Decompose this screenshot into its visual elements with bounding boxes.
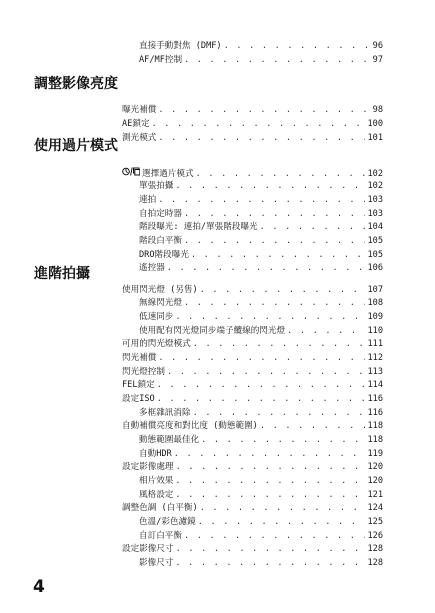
toc-entry-title: 閃光燈控制	[122, 367, 165, 377]
toc-entry-title: 多框雜訊消除	[139, 408, 191, 418]
toc-entry[interactable]	[139, 298, 383, 309]
toc-leader-dots	[191, 250, 366, 261]
toc-leader-dots	[158, 133, 365, 144]
toc-leader-dots	[184, 209, 365, 220]
toc-entry-page: 128	[367, 544, 383, 554]
toc-entry-title: 曝光補償	[122, 105, 157, 115]
toc-entry[interactable]	[139, 476, 383, 487]
toc-entry-title: 設定影像尺寸	[122, 544, 174, 554]
toc-leader-dots	[176, 462, 366, 473]
toc-entry-page: 118	[367, 421, 383, 431]
toc-leader-dots	[158, 195, 365, 206]
toc-entry-page: 97	[372, 55, 383, 65]
toc-entry-page: 125	[367, 517, 383, 527]
toc-entry[interactable]	[139, 222, 383, 233]
toc-leader-dots	[260, 222, 366, 233]
toc-entry-page: 114	[367, 380, 383, 390]
toc-entry[interactable]	[139, 236, 383, 247]
toc-entry-title: FEL鎖定	[122, 380, 155, 390]
toc-leader-dots	[224, 41, 371, 52]
toc-leader-dots	[174, 449, 366, 460]
toc-entry[interactable]	[139, 490, 383, 501]
toc-entry[interactable]	[122, 167, 383, 180]
toc-entry-title: 風格設定	[139, 490, 174, 500]
toc-entry[interactable]	[139, 435, 383, 446]
toc-entry-title: 直接手動對焦 (DMF)	[139, 41, 222, 51]
toc-entry-title: 可用的閃光燈模式	[122, 339, 191, 349]
toc-entry[interactable]	[139, 209, 383, 220]
toc-entry-page: 121	[367, 490, 383, 500]
toc-entry-page: 105	[367, 250, 383, 260]
toc-entry[interactable]	[139, 195, 383, 206]
toc-entry-title: 自動HDR	[139, 449, 172, 459]
toc-leader-dots	[184, 531, 365, 542]
toc-entry[interactable]	[122, 544, 383, 555]
toc-leader-dots	[184, 298, 365, 309]
toc-entry-title: 自訂白平衡	[139, 531, 182, 541]
toc-leader-dots	[175, 558, 365, 569]
toc-leader-dots	[157, 380, 366, 391]
toc-leader-dots	[167, 263, 366, 274]
toc-entry-title: 單張拍攝	[139, 181, 174, 191]
toc-leader-dots	[200, 503, 366, 514]
toc-entry-title: 自動補償亮度和對比度 (動態範圍)	[122, 421, 258, 431]
toc-entry[interactable]	[122, 285, 383, 296]
toc-entry-title: 動態範圍最佳化	[139, 435, 200, 445]
toc-entry-page: 96	[372, 41, 383, 51]
toc-entry-page: 98	[372, 105, 383, 115]
toc-entry-page: 118	[367, 435, 383, 445]
toc-entry-page: 102	[367, 181, 383, 191]
toc-entry-title	[122, 167, 194, 180]
toc-entry-title: 使用配有閃光燈同步端子纜線的閃光燈	[139, 326, 286, 336]
section-heading: 進階拍攝	[34, 266, 90, 282]
toc-leader-dots	[200, 285, 366, 296]
toc-entry[interactable]	[122, 421, 383, 432]
toc-leader-dots	[175, 476, 365, 487]
self-timer-continuous-icon	[122, 167, 140, 176]
section-heading: 調整影像亮度	[34, 76, 118, 92]
toc-entry-title: 影像尺寸	[139, 558, 174, 568]
toc-entry-page: 128	[367, 558, 383, 568]
toc-entry-page: 100	[367, 119, 383, 129]
toc-leader-dots	[260, 421, 366, 432]
toc-entry[interactable]	[139, 41, 383, 52]
toc-entry-title: AE鎖定	[122, 119, 150, 129]
toc-entry-title: 測光模式	[122, 133, 157, 143]
toc-entry-page: 105	[367, 236, 383, 246]
toc-entry-page: 124	[367, 503, 383, 513]
toc-entry[interactable]	[139, 517, 383, 528]
toc-leader-dots	[193, 339, 366, 350]
toc-entry[interactable]	[139, 531, 383, 542]
toc-entry-title-text: 選擇過片模式	[142, 169, 194, 179]
toc-entry-title: 階段白平衡	[139, 236, 182, 246]
toc-leader-dots	[157, 394, 366, 405]
toc-entry[interactable]	[122, 367, 383, 378]
toc-entry[interactable]	[122, 339, 383, 350]
toc-entry-title: 調整色調 (白平衡)	[122, 503, 198, 513]
toc-leader-dots	[196, 169, 366, 180]
toc-entry-title: 使用閃光燈 (另售)	[122, 285, 198, 295]
toc-entry[interactable]	[139, 326, 383, 337]
toc-entry-title: 無線閃光燈	[139, 298, 182, 308]
toc-entry-title: 低速同步	[139, 312, 174, 322]
toc-entry-page: 102	[367, 169, 383, 179]
toc-leader-dots	[198, 517, 366, 528]
toc-entry[interactable]	[139, 250, 383, 261]
toc-entry[interactable]	[139, 449, 383, 460]
toc-entry[interactable]	[122, 380, 383, 391]
toc-entry-page: 113	[367, 367, 383, 377]
toc-entry[interactable]	[122, 353, 383, 364]
toc-entry[interactable]	[139, 558, 383, 569]
toc-entry-page: 119	[367, 449, 383, 459]
toc-entry-page: 110	[367, 326, 383, 336]
toc-entry[interactable]	[122, 105, 383, 116]
toc-entry-page: 112	[367, 353, 383, 363]
toc-entry[interactable]	[139, 312, 383, 323]
toc-leader-dots	[167, 367, 365, 378]
toc-leader-dots	[184, 55, 371, 66]
toc-leader-dots	[158, 353, 365, 364]
toc-entry-page: 116	[367, 408, 383, 418]
toc-leader-dots	[175, 490, 365, 501]
toc-entry[interactable]	[122, 503, 383, 514]
toc-entry-page: 109	[367, 312, 383, 322]
section-heading: 使用過片模式	[34, 138, 118, 154]
toc-entry-page: 120	[367, 476, 383, 486]
toc-entry[interactable]	[122, 462, 383, 473]
toc-leader-dots	[184, 236, 365, 247]
toc-entry[interactable]	[139, 181, 383, 192]
toc-entry[interactable]	[122, 119, 383, 130]
toc-entry-title: 遙控器	[139, 263, 165, 273]
toc-entry-title: 自拍定時器	[139, 209, 182, 219]
toc-entry-page: 116	[367, 394, 383, 404]
toc-entry[interactable]	[139, 408, 383, 419]
toc-entry[interactable]	[139, 55, 383, 66]
toc-entry-page: 126	[367, 531, 383, 541]
toc-entry-page: 106	[367, 263, 383, 273]
toc-entry-page: 103	[367, 209, 383, 219]
toc-leader-dots	[176, 544, 366, 555]
toc-entry-title: 設定影像處理	[122, 462, 174, 472]
toc-entry-page: 104	[367, 222, 383, 232]
toc-entry-title: 連拍	[139, 195, 157, 205]
toc-leader-dots	[158, 105, 370, 116]
toc-leader-dots	[152, 119, 366, 130]
toc-leader-dots	[201, 435, 365, 446]
toc-entry-title: AF/MF控制	[139, 55, 183, 65]
toc-entry[interactable]	[139, 263, 383, 274]
toc-entry-page: 101	[367, 133, 383, 143]
toc-leader-dots	[287, 326, 365, 337]
toc-entry-title: 色溫/彩色濾鏡	[139, 517, 196, 527]
toc-leader-dots	[193, 408, 366, 419]
toc-entry-title: 閃光補償	[122, 353, 157, 363]
toc-entry-page: 108	[367, 298, 383, 308]
toc-entry-title: 相片效果	[139, 476, 174, 486]
toc-entry-page: 120	[367, 462, 383, 472]
toc-leader-dots	[175, 181, 365, 192]
toc-entry-title: 階段曝光: 連拍/單張階段曝光	[139, 222, 258, 232]
toc-entry-page: 103	[367, 195, 383, 205]
toc-entry-page: 111	[367, 339, 383, 349]
page-number: 4	[33, 577, 45, 597]
toc-entry-page: 107	[367, 285, 383, 295]
toc-leader-dots	[175, 312, 365, 323]
toc-entry-title: 設定ISO	[122, 394, 155, 404]
toc-entry[interactable]	[122, 133, 383, 144]
toc-entry-title: DRO階段曝光	[139, 250, 189, 260]
toc-entry[interactable]	[122, 394, 383, 405]
